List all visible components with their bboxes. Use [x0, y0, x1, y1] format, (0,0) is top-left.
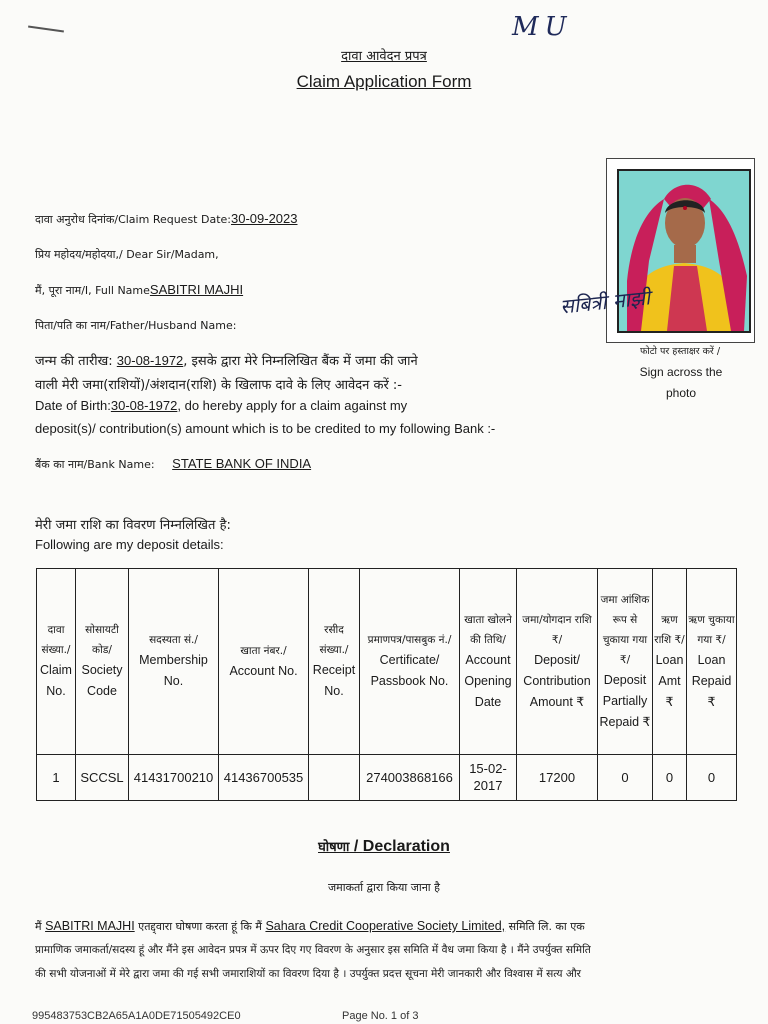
salutation: प्रिय महोदय/महोदया,/ Dear Sir/Madam,: [35, 248, 219, 261]
col-deposit-amount: जमा/योगदान राशि ₹/ Deposit/ Contribution Amount ₹: [517, 569, 598, 755]
cell-receipt-no: [309, 754, 360, 800]
cell-opening-date: 15-02-2017: [460, 754, 517, 800]
cell-loan-amount: 0: [653, 754, 687, 800]
signature-across-photo: सबित्री माझी: [559, 285, 652, 319]
deposit-details-table: [36, 568, 737, 801]
scan-mark: [28, 26, 64, 33]
claim-request-date-value: 30-09-2023: [231, 211, 298, 226]
full-name-label: मैं, पूरा नाम/I, Full Name: [35, 284, 150, 297]
dob-hindi-value: 30-08-1972: [116, 353, 184, 368]
claim-request-date-label: दावा अनुरोध दिनांक/Claim Request Date:: [35, 213, 231, 226]
dob-english-line1: Date of Birth:30-08-1972, do hereby apply for a claim against my: [35, 398, 408, 413]
full-name-value: SABITRI MAJHI: [149, 282, 244, 297]
col-society-code: सोसायटी कोड/ Society Code: [76, 569, 129, 755]
declaration-line1: मैं SABITRI MAJHI एतद्द्वारा घोषणा करता हूं कि मैं Sahara Credit Cooperative Society Limited, समिति लि. का एक: [35, 919, 585, 933]
col-receipt-no: रसीद संख्या./ Receipt No.: [309, 569, 360, 755]
deposit-intro: Following are my deposit details:: [35, 537, 224, 552]
col-partially-repaid: जमा आंशिक रूप से चुकाया गया ₹/ Deposit Partially Repaid ₹: [598, 569, 653, 755]
cell-loan-repaid: 0: [687, 754, 737, 800]
society-name: Sahara Credit Cooperative Society Limited,: [265, 919, 506, 933]
table-header-row: [37, 569, 737, 755]
col-passbook-no: प्रमाणपत्र/पासबुक नं./ Certificate/ Passbook No.: [360, 569, 460, 755]
col-membership-no: सदस्यता सं./ Membership No.: [129, 569, 219, 755]
declarant-name: SABITRI MAJHI: [45, 919, 135, 933]
col-claim-no: दावा संख्या./ Claim No.: [37, 569, 76, 755]
photo-caption: Sign across the photo: [639, 365, 723, 400]
dob-value: 30-08-1972: [110, 398, 178, 413]
declaration-line3: की सभी योजनाओं में मेरे द्वारा जमा की गई सभी जमाराशियों का विवरण दिया है । उपर्युक्त प्रदत्त सूचना मेरी जानकारी और विश्वास में सत्य और: [35, 968, 582, 980]
page-number: Page No. 1 of 3: [342, 1010, 419, 1022]
cell-membership-no: 41431700210: [129, 754, 219, 800]
cell-claim-no: 1: [37, 754, 76, 800]
cell-partially-repaid: 0: [598, 754, 653, 800]
cell-passbook-no: 274003868166: [360, 754, 460, 800]
handwritten-mark: MU: [512, 12, 573, 42]
form-title: Claim Application Form: [296, 72, 472, 91]
photo-frame: [606, 158, 755, 343]
bank-name-label: बैंक का नाम/Bank Name:: [35, 458, 155, 471]
cell-account-no: 41436700535: [219, 754, 309, 800]
col-opening-date: खाता खोलने की तिथि/ Account Opening Date: [460, 569, 517, 755]
declaration-subtitle: जमाकर्ता द्वारा किया जाना है: [328, 881, 440, 894]
dob-english-line2: deposit(s)/ contribution(s) amount which is to be credited to my following Bank :-: [35, 421, 496, 436]
full-name-line: [35, 282, 243, 298]
col-account-no: खाता नंबर./ Account No.: [219, 569, 309, 755]
dob-hindi-line2: वाली मेरी जमा(राशियों)/अंशदान(राशि) के खिलाफ दावे के लिए आवेदन करें :-: [35, 378, 403, 393]
father-husband-label: पिता/पति का नाम/Father/Husband Name:: [35, 319, 237, 332]
form-title-hindi: दावा आवेदन प्रपत्र: [341, 49, 427, 64]
cell-society-code: SCCSL: [76, 754, 129, 800]
bank-name-value: STATE BANK OF INDIA: [172, 456, 312, 471]
document-code: 995483753CB2A65A1A0DE71505492CE0: [32, 1010, 241, 1022]
bank-name-line: [35, 456, 311, 472]
deposit-intro-hindi: मेरी जमा राशि का विवरण निम्नलिखित है:: [35, 518, 231, 533]
col-loan-amount: ऋण राशि ₹/ Loan Amt ₹: [653, 569, 687, 755]
declaration-line2: प्रामाणिक जमाकर्ता/सदस्य हूं और मैंने इस आवेदन प्रपत्र में ऊपर दिए गए विवरण के अनुसार इस समिति में वैध जमा किया है । मैंने उपर्युक्त समिति: [35, 944, 591, 956]
cell-deposit-amount: 17200: [517, 754, 598, 800]
declaration-title: घोषणा / Declaration: [318, 838, 450, 855]
col-loan-repaid: ऋण चुकाया गया ₹/ Loan Repaid ₹: [687, 569, 737, 755]
father-husband-line: [35, 317, 236, 333]
claim-request-date-line: [35, 211, 298, 227]
photo-caption-hindi: फोटो पर हस्ताक्षर करें /: [639, 346, 721, 357]
table-row: [37, 754, 737, 800]
dob-hindi-line1: जन्म की तारीख: 30-08-1972, इसके द्वारा मेरे निम्नलिखित बैंक में जमा की जाने: [35, 353, 418, 369]
